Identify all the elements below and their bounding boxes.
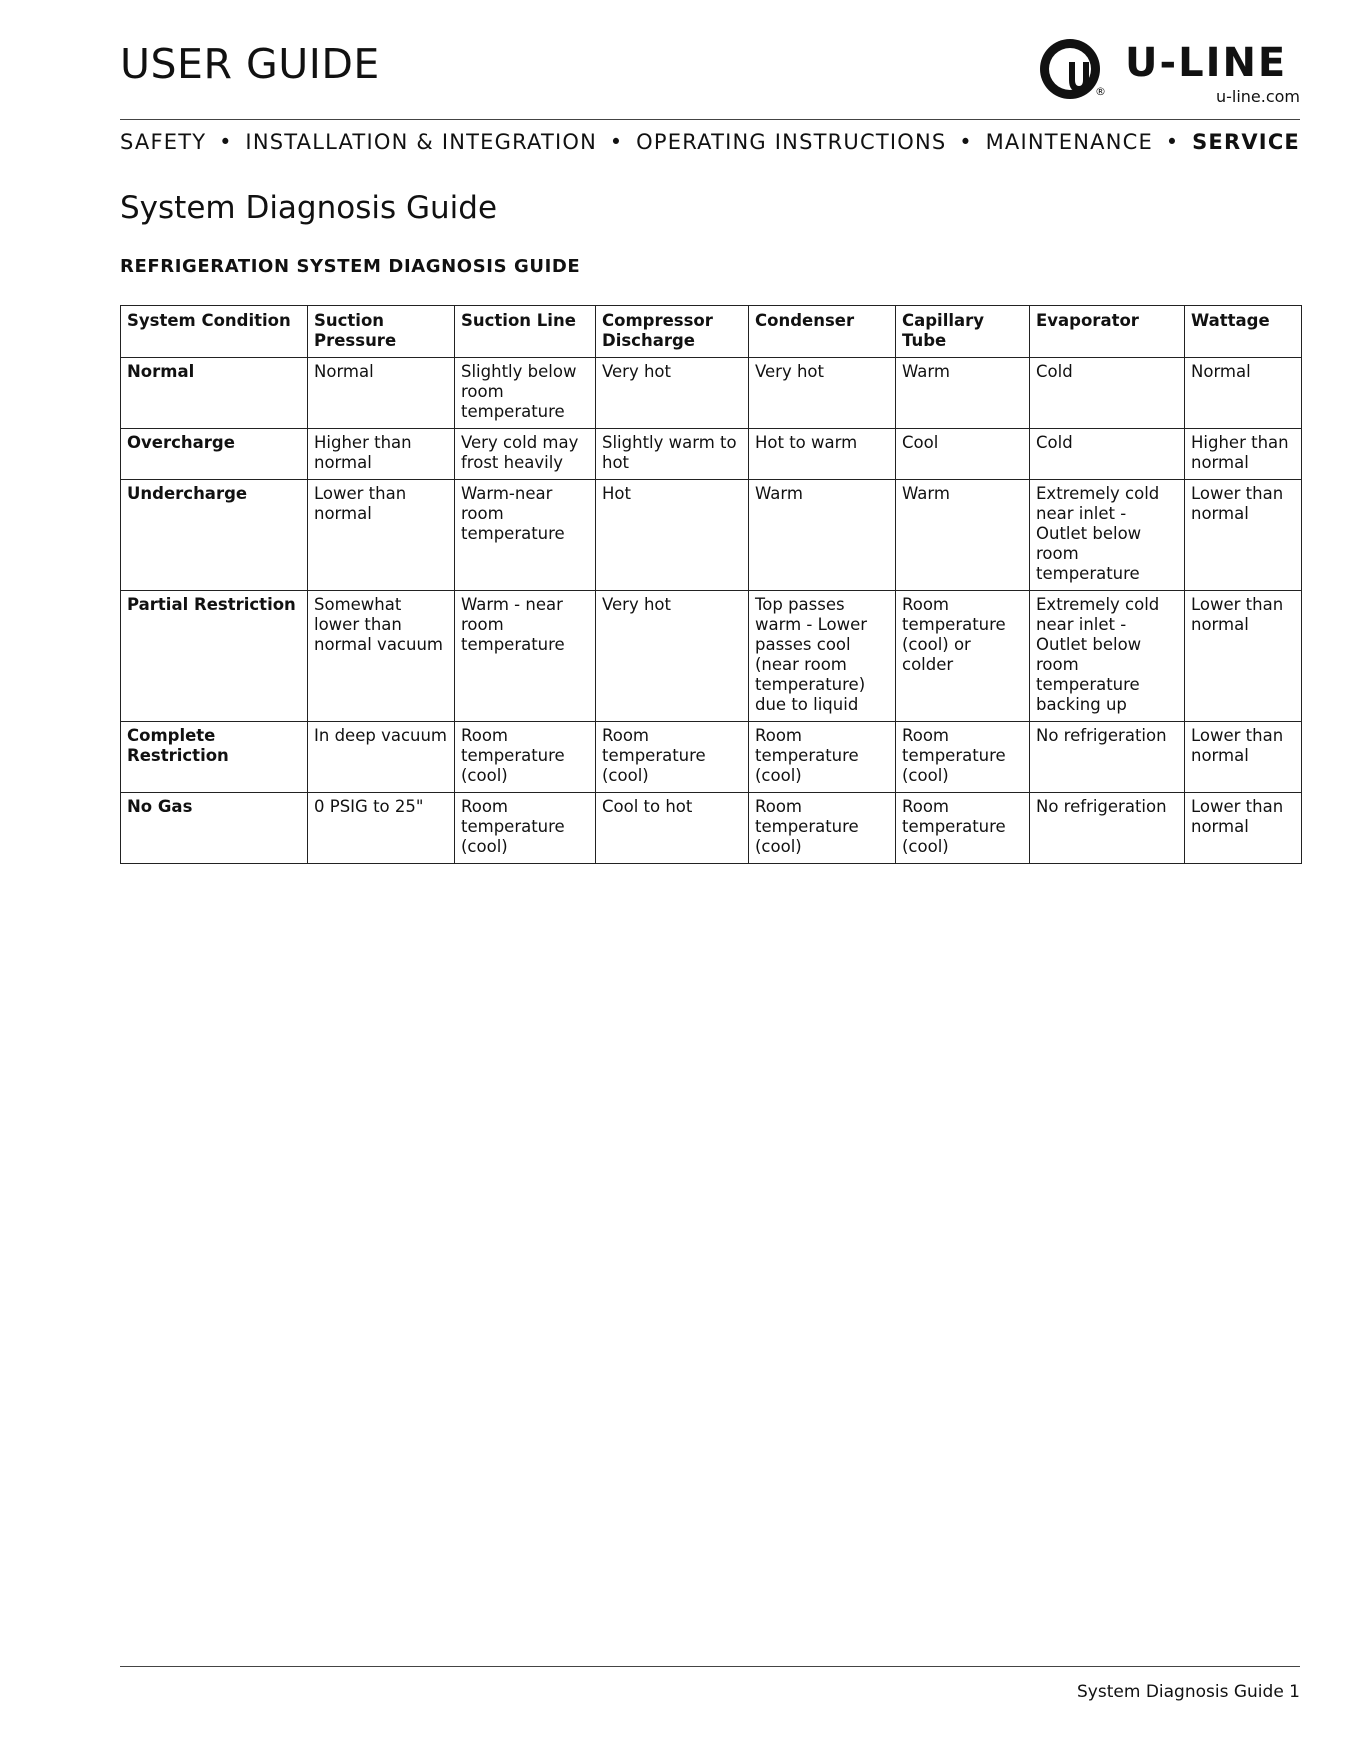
table-title: REFRIGERATION SYSTEM DIAGNOSIS GUIDE <box>120 256 581 277</box>
table-cell: In deep vacuum <box>308 722 455 793</box>
nav-separator: • <box>609 130 624 154</box>
table-cell: Top passes warm - Lower passes cool (near room temperature) due to liquid <box>749 591 896 722</box>
table-cell: Room temperature (cool) <box>455 793 596 864</box>
row-condition: Complete Restriction <box>121 722 308 793</box>
section-title: System Diagnosis Guide <box>120 190 498 226</box>
table-row <box>121 358 1302 429</box>
table-cell: Warm <box>896 480 1030 591</box>
column-header: Suction Pressure <box>308 306 455 358</box>
column-header: System Condition <box>121 306 308 358</box>
table-cell: Slightly warm to hot <box>596 429 749 480</box>
table-header-row <box>121 306 1302 358</box>
logo-wordmark: U-LINE <box>1125 40 1288 86</box>
column-header: Wattage <box>1185 306 1302 358</box>
table-cell: Room temperature (cool) or colder <box>896 591 1030 722</box>
table-cell: Cold <box>1030 429 1185 480</box>
table-cell: Lower than normal <box>1185 591 1302 722</box>
table-cell: Extremely cold near inlet - Outlet below room temperature backing up <box>1030 591 1185 722</box>
nav-separator: • <box>959 130 973 154</box>
table-cell: Cool to hot <box>596 793 749 864</box>
table-cell: Cool <box>896 429 1030 480</box>
table-cell: 0 PSIG to 25" <box>308 793 455 864</box>
table-cell: No refrigeration <box>1030 722 1185 793</box>
table-cell: Normal <box>308 358 455 429</box>
logo-circle-icon <box>1040 39 1100 99</box>
table-cell: Very hot <box>596 591 749 722</box>
nav-item-maintenance[interactable]: MAINTENANCE <box>985 130 1153 154</box>
row-condition: Partial Restriction <box>121 591 308 722</box>
table-cell: Lower than normal <box>308 480 455 591</box>
column-header: Compressor Discharge <box>596 306 749 358</box>
table-cell: Room temperature (cool) <box>896 722 1030 793</box>
table-cell: Slightly below room temperature <box>455 358 596 429</box>
nav-separator: • <box>219 130 233 154</box>
table-row <box>121 591 1302 722</box>
row-condition: No Gas <box>121 793 308 864</box>
table-cell: Somewhat lower than normal vacuum <box>308 591 455 722</box>
table-cell: Room temperature (cool) <box>749 722 896 793</box>
column-header: Capillary Tube <box>896 306 1030 358</box>
table-cell: Higher than normal <box>308 429 455 480</box>
document-page <box>120 0 1300 1761</box>
table-cell: Warm <box>749 480 896 591</box>
table-cell: Higher than normal <box>1185 429 1302 480</box>
nav-item-service[interactable]: SERVICE <box>1192 130 1300 154</box>
table-row <box>121 793 1302 864</box>
section-nav <box>120 130 1300 154</box>
table-cell: Room temperature (cool) <box>896 793 1030 864</box>
row-condition: Overcharge <box>121 429 308 480</box>
row-condition: Normal <box>121 358 308 429</box>
table-row <box>121 480 1302 591</box>
table-cell: Cold <box>1030 358 1185 429</box>
header-divider <box>120 119 1300 120</box>
table-cell: Lower than normal <box>1185 793 1302 864</box>
table-cell: Very hot <box>596 358 749 429</box>
table-row <box>121 722 1302 793</box>
nav-item-installation[interactable]: INSTALLATION & INTEGRATION <box>245 130 598 154</box>
table-cell: No refrigeration <box>1030 793 1185 864</box>
table-cell: Extremely cold near inlet - Outlet below room temperature <box>1030 480 1185 591</box>
table-cell: Hot <box>596 480 749 591</box>
table-cell: Hot to warm <box>749 429 896 480</box>
document-title: USER GUIDE <box>120 40 380 88</box>
table-cell: Room temperature (cool) <box>596 722 749 793</box>
table-cell: Warm-near room temperature <box>455 480 596 591</box>
column-header: Suction Line <box>455 306 596 358</box>
table-row <box>121 429 1302 480</box>
row-condition: Undercharge <box>121 480 308 591</box>
column-header: Evaporator <box>1030 306 1185 358</box>
table-cell: Room temperature (cool) <box>455 722 596 793</box>
footer-divider <box>120 1666 1300 1667</box>
column-header: Condenser <box>749 306 896 358</box>
diagnosis-table <box>120 305 1302 864</box>
table-cell: Very cold may frost heavily <box>455 429 596 480</box>
nav-item-operating[interactable]: OPERATING INSTRUCTIONS <box>636 130 947 154</box>
website-link[interactable]: u-line.com <box>1215 87 1300 106</box>
table-cell: Warm - near room temperature <box>455 591 596 722</box>
table-cell: Normal <box>1185 358 1302 429</box>
table-cell: Lower than normal <box>1185 480 1302 591</box>
page-footer: System Diagnosis Guide 1 <box>1077 1682 1300 1702</box>
table-cell: Lower than normal <box>1185 722 1302 793</box>
nav-item-safety[interactable]: SAFETY <box>120 130 207 154</box>
table-cell: Room temperature (cool) <box>749 793 896 864</box>
logo-u-icon <box>1066 62 1092 92</box>
brand-logo <box>1040 39 1300 109</box>
registered-mark: ® <box>1095 85 1106 98</box>
table-cell: Very hot <box>749 358 896 429</box>
table-cell: Warm <box>896 358 1030 429</box>
nav-separator: • <box>1165 130 1180 154</box>
